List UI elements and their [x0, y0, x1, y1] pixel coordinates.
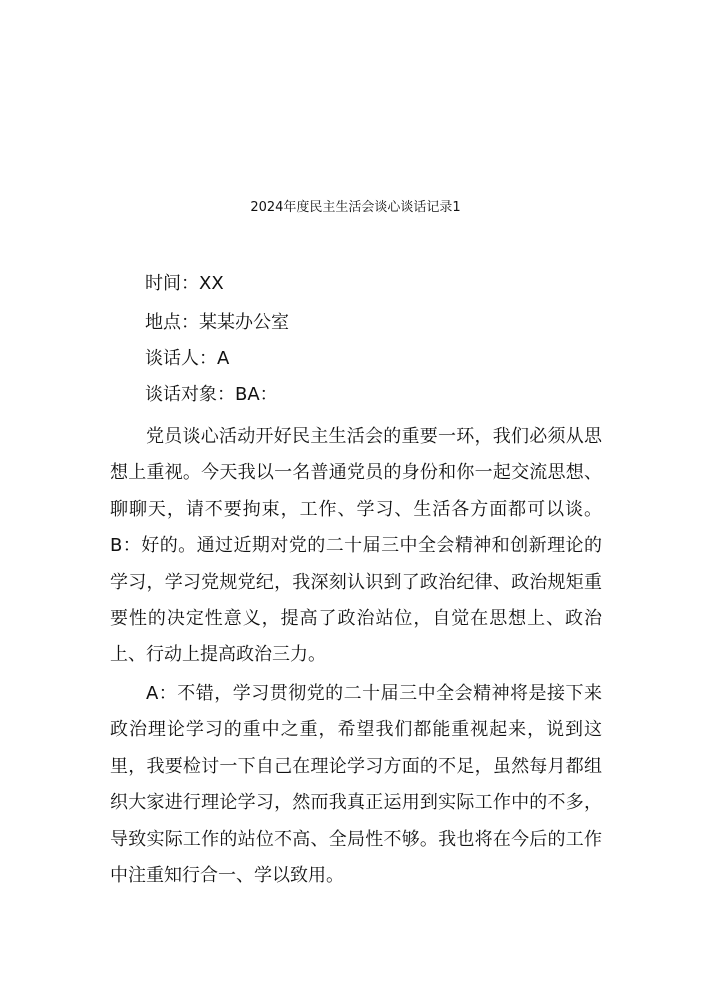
meta-target: 谈话对象：BA：: [145, 384, 278, 405]
meta-speaker: 谈话人：A: [145, 348, 230, 369]
document-title: 2024年度民主生活会谈心谈话记录1: [250, 200, 461, 215]
body-paragraph-2: A：不错，学习贯彻党的二十届三中全会精神将是接下来政治理论学习的重中之重，希望我们都能重视起来，说到这里，我要检讨一下自己在理论学习方面的不足，虽然每月都组织大家进行理论学习，然而我真正运用到实际工作中的不多，导致实际工作的站位不高、全局性不够。我也将在今后的工作中注重知行合一、学以致用。: [110, 683, 602, 887]
meta-place: 地点：某某办公室: [145, 312, 289, 333]
body-paragraph-1: 党员谈心活动开好民主生活会的重要一环，我们必须从思想上重视。今天我以一名普通党员的身份和你一起交流思想、聊聊天，请不要拘束，工作、学习、生活各方面都可以谈。B：好的。通过近期对党的二十届三中全会精神和创新理论的学习，学习党规党纪，我深刻认识到了政治纪律、政治规矩重要性的决定性意义，提高了政治站位，自觉在思想上、政治上、行动上提高政治三力。: [110, 426, 602, 666]
meta-time: 时间：XX: [145, 273, 224, 294]
